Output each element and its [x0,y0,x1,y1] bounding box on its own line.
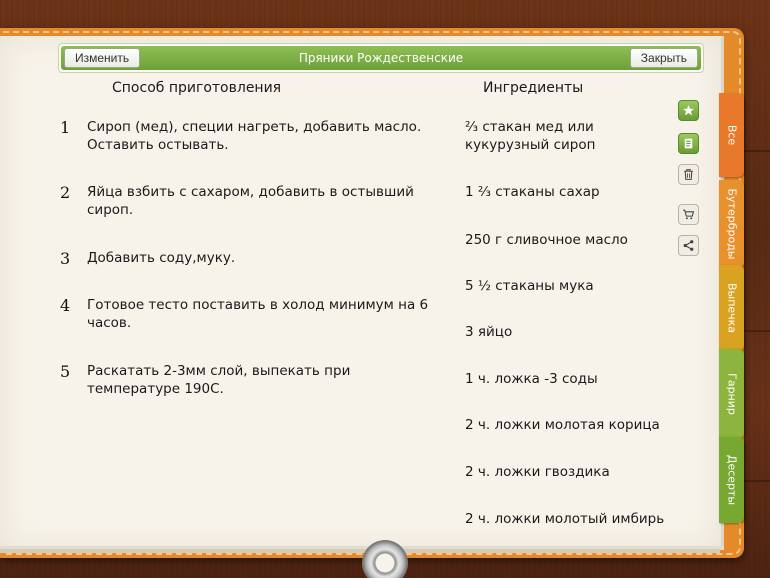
ingredients-heading: Ингредиенты [483,80,584,96]
step-number: 1 [60,118,71,137]
recipe-title: Пряники Рождественские [298,51,464,65]
tab-baking[interactable] [719,265,744,351]
tab-label: Бутерброды [725,188,738,260]
step-text: Готовое тесто поставить в холод минимум на 6 часов. [87,297,429,331]
page-edge [0,549,720,553]
favorite-star-button[interactable] [678,100,699,121]
share-icon [682,239,695,252]
edit-button[interactable]: Изменить [64,48,140,68]
share-button[interactable] [678,235,699,256]
recipe-header-inner [61,46,701,70]
notes-icon [682,137,695,150]
step-number: 4 [60,296,71,315]
recipe-header-bar [58,43,704,73]
tab-label: Гарнир [725,373,738,415]
trash-icon [682,168,695,181]
binder-ring [362,540,408,578]
step-text: Добавить соду,муку. [87,250,236,266]
ingredient-item: ⅔ стакан мед или кукурузный сироп [465,119,596,153]
method-heading: Способ приготовления [112,80,282,96]
tab-sandwiches[interactable] [719,180,744,268]
tab-all[interactable] [719,93,744,177]
ingredient-item: 250 г сливочное масло [465,232,628,248]
step-text: Раскатать 2-3мм слой, выпекать при температуре 190С. [87,363,351,397]
cart-icon [682,208,695,221]
tab-label: Выпечка [725,282,738,334]
close-button[interactable]: Закрыть [630,48,698,68]
notes-button[interactable] [678,133,699,154]
ingredient-item: 2 ч. ложки гвоздика [465,464,610,480]
delete-button[interactable] [678,164,699,185]
tab-desserts[interactable] [719,437,744,523]
ingredient-item: 1 ⅔ стаканы сахар [465,184,600,200]
shopping-cart-button[interactable] [678,204,699,225]
step-number: 3 [60,249,71,268]
tab-label: Все [725,124,738,146]
step-text: Яйца взбить с сахаром, добавить в остывший сироп. [87,184,414,218]
ingredient-item: 3 яйцо [465,324,513,340]
step-text: Сироп (мед), специи нагреть, добавить масло. Оставить остывать. [87,119,422,153]
step-number: 5 [60,362,71,381]
ingredient-item: 1 ч. ложка -3 соды [465,371,598,387]
star-icon [682,104,695,117]
tab-label: Десерты [725,454,738,506]
ingredient-item: 5 ½ стаканы мука [465,278,594,294]
tab-garnish[interactable] [719,349,744,439]
step-number: 2 [60,183,71,202]
ingredient-item: 2 ч. ложки молотая корица [465,417,660,433]
ingredient-item: 2 ч. ложки молотый имбирь [465,511,665,527]
